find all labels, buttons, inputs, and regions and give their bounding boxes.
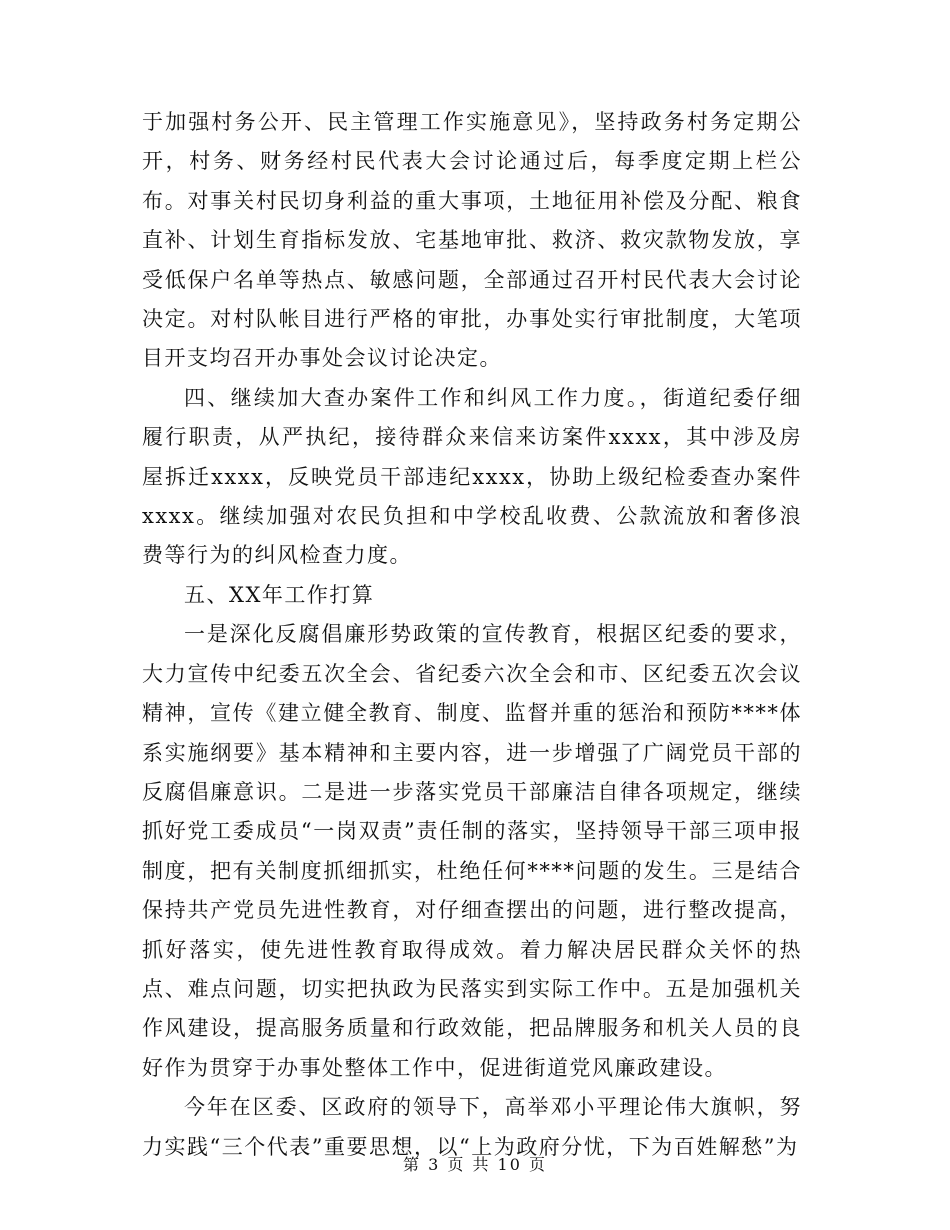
paragraph-village-affairs: 于加强村务公开、民主管理工作实施意见》，坚持政务村务定期公开，村务、财务经村民代表大会讨论通过后，每季度定期上栏公布。对事关村民切身利益的重大事项，土地征用补偿及分配、粮食直补、计划生育指标发放、宅基地审批、救济、救灾款物发放，享受低保户名单等热点、敏感问题，全部通过召开村民代表大会讨论决定。对村队帐目进行严格的审批，办事处实行审批制度，大笔项目开支均召开办事处会议讨论决定。 <box>142 110 802 371</box>
paragraph-work-plan-details: 一是深化反腐倡廉形势政策的宣传教育，根据区纪委的要求，大力宣传中纪委五次全会、省纪委六次全会和市、区纪委五次会议精神，宣传《建立健全教育、制度、监督并重的惩治和预防****体系实施纲要》基本精神和主要内容，进一步增强了广阔党员干部的反腐倡廉意识。二是进一步落实党员干部廉洁自律各项规定，继续抓好党工委成员“一岗双责”责任制的落实，坚持领导干部三项申报制度，把有关制度抓细抓实，杜绝任何****问题的发生。三是结合保持共产党员先进性教育，对仔细查摆出的问题，进行整改提高，抓好落实，使先进性教育取得成效。着力解决居民群众关怀的热点、难点问题，切实把执政为民落实到实际工作中。五是加强机关作风建设，提高服务质量和行政效能，把品牌服务和机关人员的良好作为贯穿于办事处整体工作中，促进街道党风廉政建设。 <box>142 622 802 1080</box>
paragraph-this-year: 今年在区委、区政府的领导下，高举邓小平理论伟大旗帜，努力实践“三个代表”重要思想，以“上为政府分忧，下为百姓解愁”为 <box>142 1095 802 1159</box>
page-number-footer: 第 3 页 共 10 页 <box>403 1155 547 1174</box>
paragraph-case-handling: 四、继续加大查办案件工作和纠风工作力度。，街道纪委仔细履行职责，从严执纪，接待群众来信来访案件xxxx，其中涉及房屋拆迁xxxx，反映党员干部违纪xxxx，协助上级纪检委查办案件xxxx。继续加强对农民负担和中学校乱收费、公款流放和奢侈浪费等行为的纠风检查力度。 <box>142 385 802 568</box>
document-body <box>142 103 802 1167</box>
section-heading-work-plan: 五、XX年工作打算 <box>184 582 375 607</box>
